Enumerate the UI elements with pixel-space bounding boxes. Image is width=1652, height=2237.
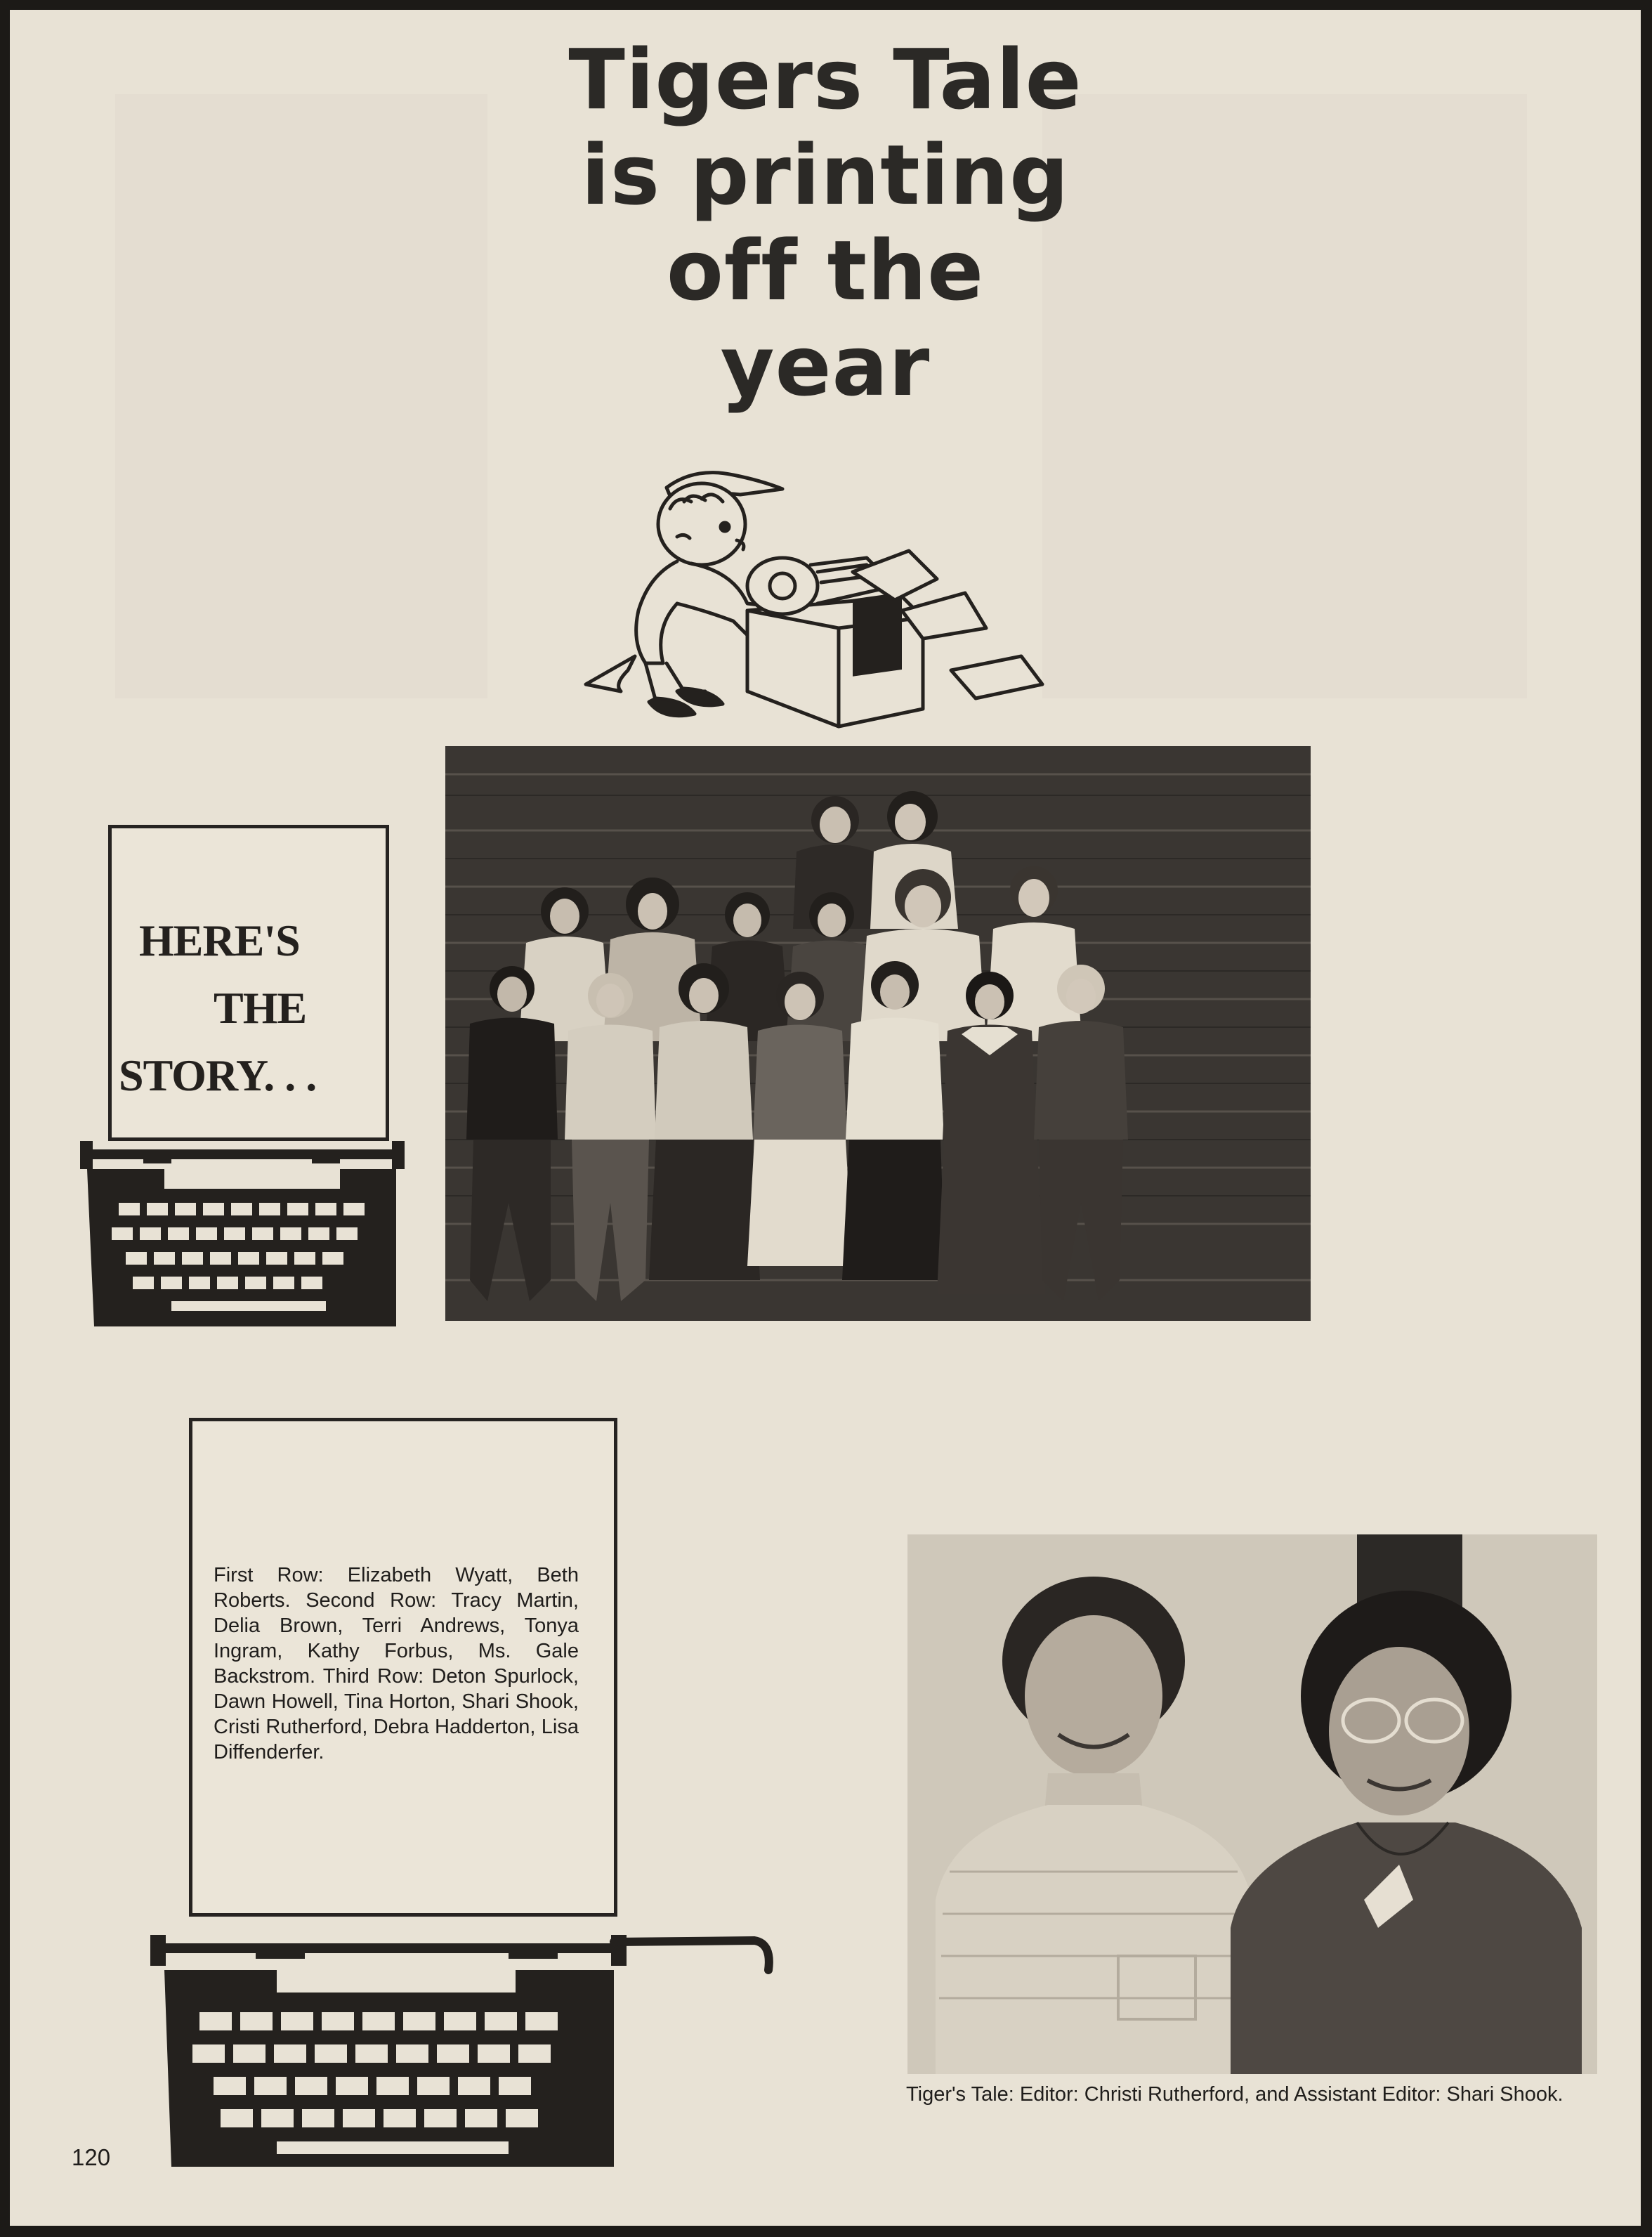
story-heading-line-1: HERE'S — [139, 915, 300, 965]
page-number: 120 — [72, 2144, 111, 2170]
editors-photo — [907, 1534, 1597, 2074]
group-photo-caption: First Row: Elizabeth Wyatt, Beth Roberts. Second Row: Tracy Martin, Delia Brown, Terri Andrews, Tonya Ingram, Kathy Forbus, Ms. Gale Backstrom. Third Row: Deton Spurlock, Dawn Howell, Tina Horton, Shari Shook, Cristi Rutherford, Debra Hadderton, Lisa Diffenderfer. — [214, 1564, 579, 1763]
yearbook-page — [10, 10, 1641, 2226]
typewriter-illustration-1 — [80, 1126, 417, 1326]
story-heading-line-2: THE — [214, 983, 307, 1033]
headline-line-1: Tigers Tale — [568, 31, 1082, 128]
headline-line-2: is printing — [581, 126, 1070, 223]
headline-line-4: year — [720, 318, 931, 415]
editors-photo-caption: Tiger's Tale: Editor: Christi Rutherford, and Assistant Editor: Shari Shook. — [906, 2083, 1563, 2106]
headline-line-3: off the — [666, 222, 985, 319]
printer-boy-cartoon — [572, 459, 1049, 733]
staff-group-photo — [445, 746, 1311, 1321]
story-heading-line-3: STORY. . . — [119, 1050, 317, 1100]
typewriter-illustration-2 — [150, 1907, 782, 2167]
